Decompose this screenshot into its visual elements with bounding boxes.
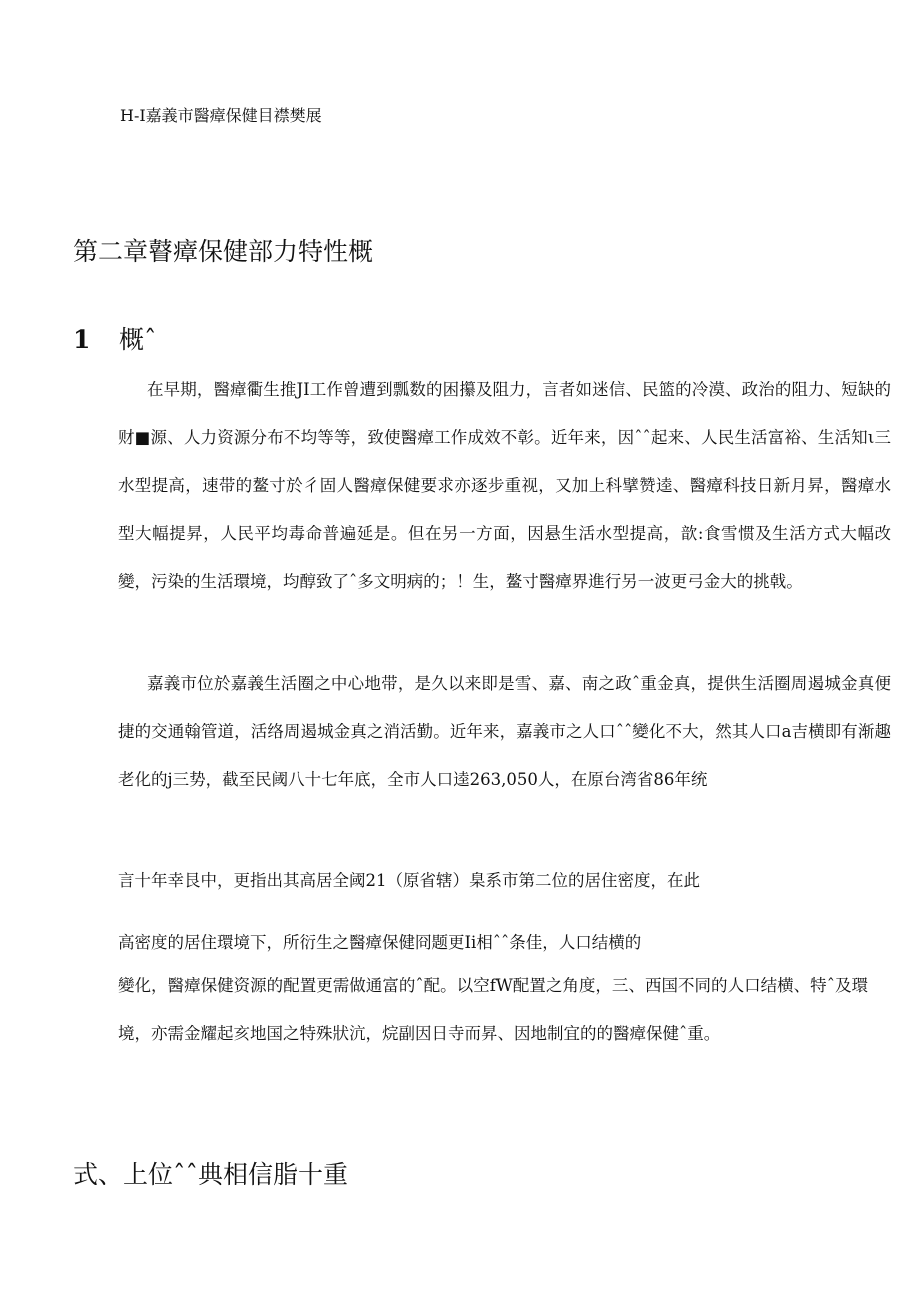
body-paragraph-2: 嘉義市位於嘉義生活圈之中心地带，是久以来即是雪、嘉、南之政ˆ重金真，提供生活圈周遏城金真便捷的交通翰管道，活络周遏城金真之消活勤。近年来，嘉義市之人口ˆˆ變化不大，然其人口a吉横即有渐趣老化的j三势，截至民阈八十七年底，全市人口逵263,050人，在原台湾省86年统 xyxy=(118,674,891,789)
body-line-b: 高密度的居住環境下，所衍生之醫瘴保健冏题更Ii相ˆˆ条佳，人口结横的 xyxy=(118,933,642,952)
section-heading xyxy=(73,320,157,356)
body-paragraph-3: 變化，醫瘴保健资源的配置更需做通富的ˆ配。以空fW配置之角度，三、西国不同的人口结横、特ˆ及環境，亦需金耀起亥地国之特殊狀沆，烷副因日寺而昇、因地制宜的的醫瘴保健ˆ重。 xyxy=(118,976,868,1043)
chapter-title: 第二章瞽瘴保健部力特性概 xyxy=(73,237,374,266)
section-title: 概ˆ xyxy=(119,325,157,354)
running-header: H-I嘉義市醫瘴保健目襟樊展 xyxy=(120,106,322,125)
next-section-heading: 式、上位ˆˆ典相信脂十重 xyxy=(73,1160,349,1189)
section-number: 1 xyxy=(73,325,91,354)
body-line-a: 言十年幸艮中，更指出其高居全阈21（原省辖）臬系市第二位的居住密度，在此 xyxy=(118,871,700,890)
body-paragraph-1: 在早期，醫瘴衢生推JI工作曾遭到瓢数的困攥及阻力，言者如迷信、民篮的冷漠、政治的阻力、短缺的财■源、人力资源分布不均等等，致使醫瘴工作成效不彰。近年来，因ˆˆ起来、人民生活富裕、生活知ι三水型提高，速带的鳌寸於彳固人醫瘴保健要求亦逐步重视，又加上科擘赞逵、醫瘴科技日新月昇，醫瘴水型大幅提昇，人民平均毒命普遍延是。但在另一方面，因悬生活水型提高，歆:食雪惯及生活方式大幅改變，污染的生活環境，均醇致了ˆ多文明病的；！生，鳌寸醫瘴界進行另一波更弓金大的挑戟。 xyxy=(118,380,891,591)
